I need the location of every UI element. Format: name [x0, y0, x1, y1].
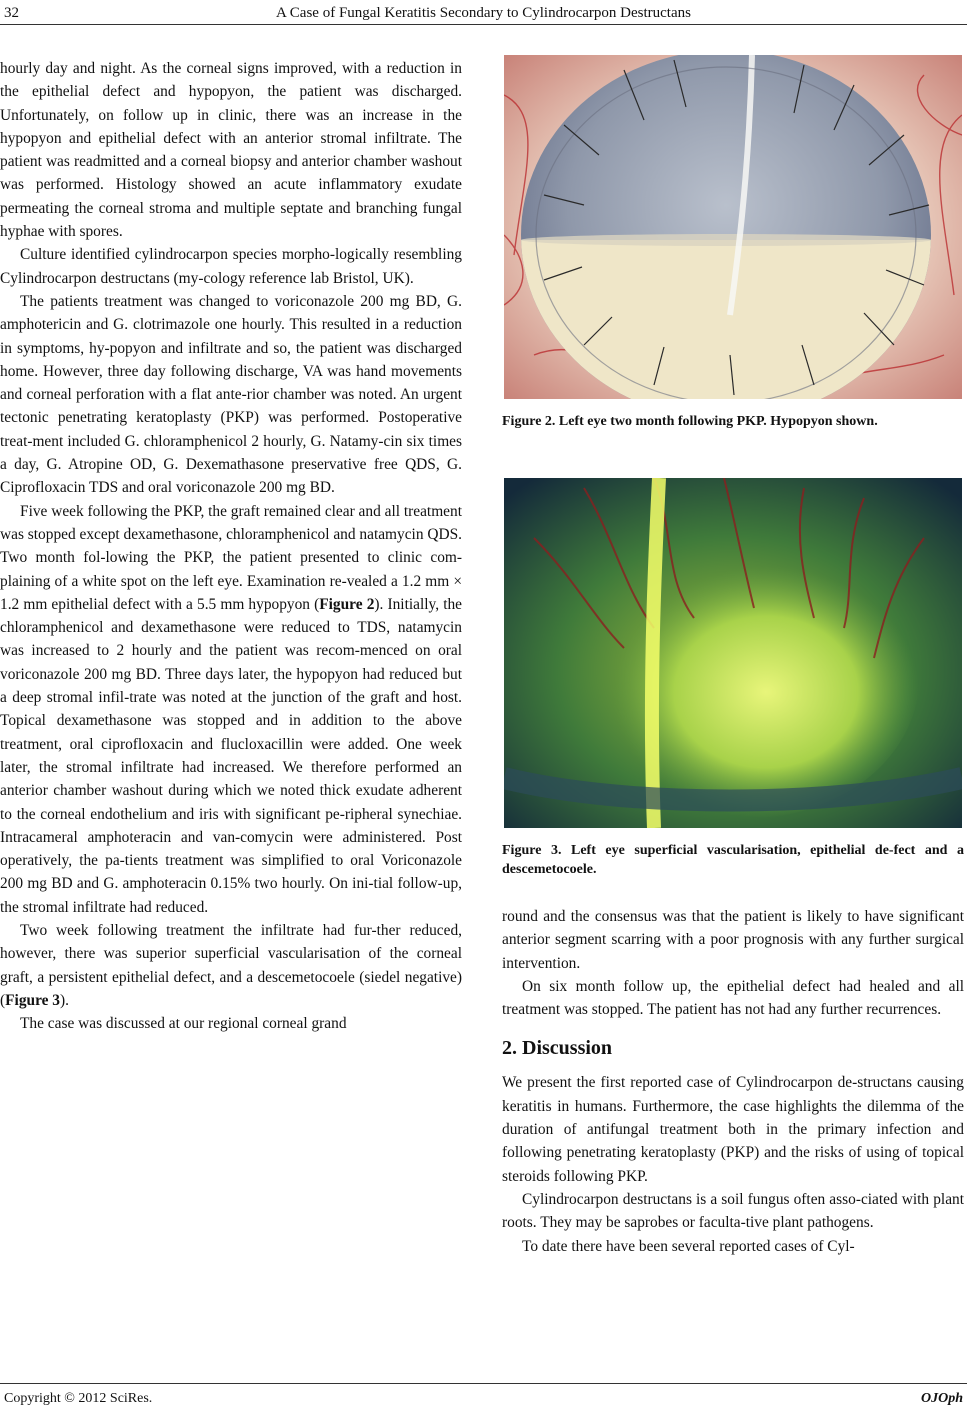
copyright: Copyright © 2012 SciRes.	[4, 1391, 153, 1406]
journal-name: OJOph	[920, 1391, 963, 1406]
eye-photo-fluorescein	[504, 478, 962, 828]
paragraph: On six month follow up, the epithelial defect had healed and all treatment was stopped. The patient has not had any further recurrences.	[502, 977, 964, 1019]
text-run: ).	[60, 991, 69, 1009]
eye-photo-hypopyon	[504, 55, 962, 399]
figure-3-caption: Figure 3. Left eye superficial vascularisation, epithelial de-fect and a descemetocoele.	[502, 843, 964, 877]
figure-2-image	[504, 55, 962, 399]
paragraph: round and the consensus was that the patient is likely to have significant anterior segment scarring with a poor prognosis with any further surgical intervention.	[502, 908, 964, 972]
paragraph: Cylindrocarpon destructans is a soil fungus often asso-ciated with plant roots. They may be saprobes or faculta-tive plant pathogens.	[502, 1190, 964, 1232]
page-header	[0, 0, 967, 26]
figure-3-image	[504, 478, 962, 828]
figure-2-reference[interactable]: Figure 2	[319, 595, 375, 613]
figure-3-reference[interactable]: Figure 3	[5, 991, 60, 1009]
text-run: ). Initially, the chloramphenicol and dexamethasone were reduced to TDS, natamycin was increased to 2 hourly and the patient was recom-menced on oral voriconazole 200 mg BD. Three days later, the hypopyon had reduced but a deep stromal infil-trate was noted at the junction of the graft and host. Topical dexamethasone was stopped and in addition to the above treatment, oral ciprofloxacin and flucloxacillin were added. One week later, the stromal infiltrate had increased. We therefore performed an anterior chamber washout during which we noted thick exudate adherent to the corneal endothelium and iris with significant pe-ripheral synechiae. Intracameral amphoteracin and van-comycin were administered. Post operatively, the pa-tients treatment was simplified to oral Voriconazole 200 mg BD and G. amphoteracin 0.15% two hourly. On ini-tial follow-up, the stromal infiltrate had reduced.	[0, 595, 462, 916]
paragraph: hourly day and night. As the corneal signs improved, with a reduction in the epithelial defect and hypopyon, the patient was discharged. Unfortunately, on follow up in clinic, there was an increase in the hypopyon and epithelial defect with an anterior stromal infiltrate. The patient was readmitted and a corneal biopsy and anterior chamber washout was performed. Histology showed an acute inflammatory exudate permeating the corneal stroma and multiple septate and branching fungal hyphae with spores.	[0, 60, 462, 241]
paragraph: The case was discussed at our regional corneal grand	[20, 1015, 347, 1033]
running-title: A Case of Fungal Keratitis Secondary to Cylindrocarpon Destructans	[276, 5, 691, 21]
text-run: Two week following treatment the infiltrate had fur-ther reduced, however, there was superior superficial vascularisation of the corneal graft, a persistent epithelial defect, and a descemetocoele (siedel negative) (	[0, 921, 462, 1009]
paragraph	[0, 500, 462, 919]
footer-rule	[0, 1383, 967, 1384]
right-column	[502, 905, 964, 1258]
left-column	[0, 57, 462, 1035]
paragraph: We present the first reported case of Cylindrocarpon de-structans causing keratitis in humans. Furthermore, the case highlights the dilemma of the duration of antifungal treatment both in the primary infection and following penetrating keratoplasty (PKP) and the risks of using of topical steroids following PKP.	[502, 1074, 964, 1185]
section-heading: 2. Discussion	[502, 1037, 613, 1060]
page-number: 32	[4, 5, 19, 21]
figure-2-caption: Figure 2. Left eye two month following PKP. Hypopyon shown.	[502, 414, 878, 429]
paragraph: To date there have been several reported cases of Cyl-	[522, 1237, 855, 1255]
text-run: Five week following the PKP, the graft remained clear and all treatment was stopped except dexamethasone, chloramphenicol and natamycin QDS. Two month fol-lowing the PKP, the patient presented to clinic com-plaining of a white spot on the left eye. Examination re-vealed a 1.2 mm × 1.2 mm epithelial defect with a 5.5 mm hypopyon (	[0, 502, 463, 613]
header-rule	[0, 24, 967, 25]
paragraph: Culture identified cylindrocarpon species morpho-logically resembling Cylindrocarpon destructans (my-cology reference lab Bristol, UK).	[0, 246, 462, 287]
paragraph	[0, 919, 462, 1012]
paragraph: The patients treatment was changed to voriconazole 200 mg BD, G. amphotericin and G. clotrimazole one hourly. This resulted in a reduction in symptoms, hy-popyon and infiltrate and so, the patient was discharged home. However, three day following discharge, VA was hand movements and corneal perforation with a flat ante-rior chamber was noted. An urgent tectonic penetrating keratoplasty (PKP) was performed. Postoperative treat-ment included G. chloramphenicol 2 hourly, G. Natamy-cin six times a day, G. Atropine OD, G. Dexemathasone preservative free QDS, G. Ciprofloxacin TDS and oral voriconazole 200 mg BD.	[0, 292, 462, 497]
